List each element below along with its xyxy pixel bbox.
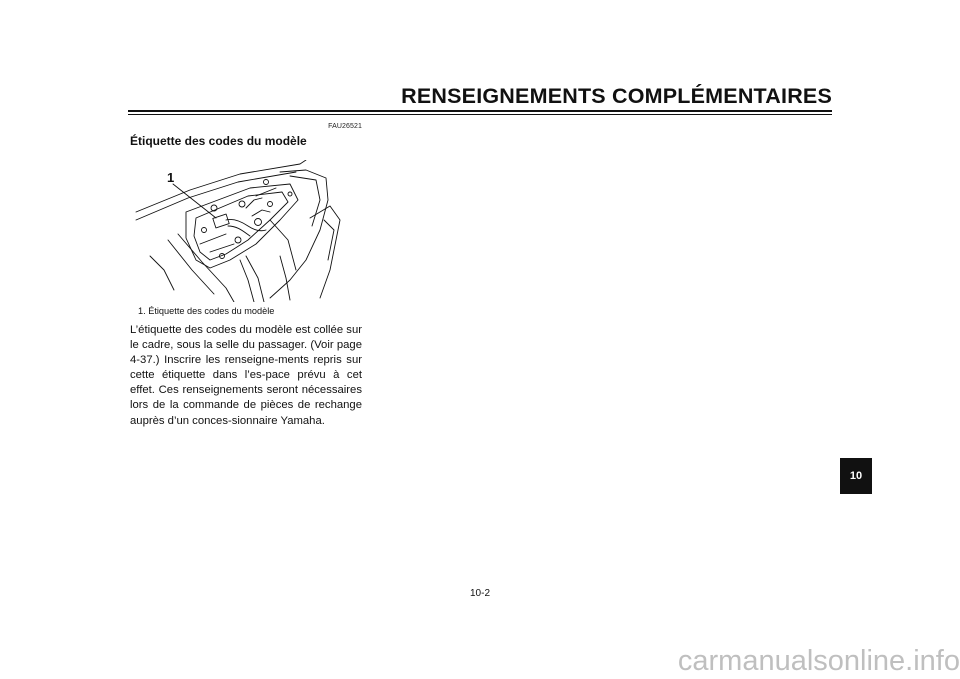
page-number: 10-2 — [469, 588, 490, 599]
body-paragraph: L’étiquette des codes du modèle est collée sur le cadre, sous la selle du passager. (Voir page 4-37.) Inscrire les renseigne-ments repris sur cette étiquette dans l’es-pace prévu à cet effet. Ces renseignements seront nécessaires lors de la commande de pièces de rechange auprès d’un conces-sionnaire Yamaha. — [130, 324, 362, 427]
header-rule-thin — [128, 114, 832, 115]
page-title: RENSEIGNEMENTS COMPLÉMENTAIRES — [401, 84, 832, 108]
watermark: carmanualsonline.info — [677, 645, 960, 677]
motorcycle-frame-illustration — [130, 160, 362, 302]
header-rule-thick — [128, 110, 832, 112]
chapter-tab: 10 — [840, 458, 872, 494]
figure-caption: 1. Étiquette des codes du modèle — [138, 306, 275, 316]
figure-callout-1: 1 — [167, 170, 175, 185]
motorcycle-frame-figure — [130, 160, 362, 302]
section-code: FAU26521 — [328, 123, 362, 130]
section-heading: Étiquette des codes du modèle — [130, 134, 307, 148]
